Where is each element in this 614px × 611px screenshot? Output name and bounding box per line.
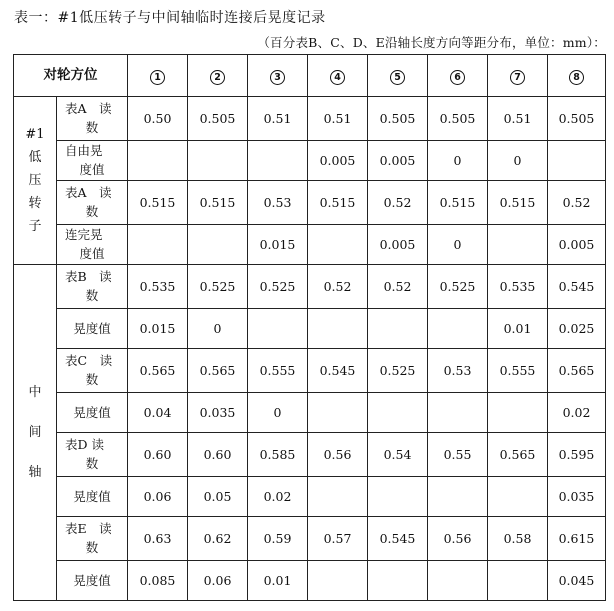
value-cell: 0.515 [308, 181, 368, 225]
position-header [428, 55, 488, 97]
group-label-char: 转 [28, 196, 42, 211]
row-label-line2: 数 [85, 371, 99, 387]
value-cell: 0.535 [488, 265, 548, 309]
value-cell: 0.005 [368, 225, 428, 265]
value-cell: 0.525 [368, 349, 428, 393]
value-cell [488, 393, 548, 433]
value-cell: 0.525 [248, 265, 308, 309]
value-cell: 0.535 [128, 265, 188, 309]
value-cell: 0.52 [308, 265, 368, 309]
value-cell: 0.06 [128, 477, 188, 517]
value-cell: 0.52 [548, 181, 606, 225]
table-row [14, 517, 606, 561]
runout-table [13, 54, 606, 601]
value-cell [368, 561, 428, 601]
position-header [308, 55, 368, 97]
value-cell: 0.555 [488, 349, 548, 393]
row-label-line1: 表D 读 [65, 436, 104, 452]
value-cell [128, 141, 188, 181]
value-cell: 0.51 [248, 97, 308, 141]
value-cell: 0.60 [188, 433, 248, 477]
value-cell: 0.515 [188, 181, 248, 225]
rotor-group-label [14, 97, 57, 265]
table-row [14, 141, 606, 181]
value-cell [428, 561, 488, 601]
value-cell [428, 477, 488, 517]
table-row [14, 561, 606, 601]
position-number: 6 [450, 70, 465, 85]
value-cell: 0.555 [248, 349, 308, 393]
value-cell: 0.595 [548, 433, 606, 477]
value-cell: 0.005 [368, 141, 428, 181]
position-number: 3 [270, 70, 285, 85]
row-label [57, 349, 128, 393]
value-cell: 0.52 [368, 181, 428, 225]
row-label [57, 97, 128, 141]
row-label-line1: 自由晃 [65, 142, 103, 158]
row-label-line2: 度值 [79, 161, 105, 177]
value-cell: 0.51 [308, 97, 368, 141]
value-cell [248, 309, 308, 349]
group-label-char: 间 [28, 424, 42, 440]
position-number: 1 [150, 70, 165, 85]
value-cell: 0.035 [188, 393, 248, 433]
row-label-line1: 表C 读 [65, 352, 113, 368]
row-label [57, 433, 128, 477]
row-label-line2: 数 [85, 455, 99, 471]
value-cell: 0.505 [188, 97, 248, 141]
value-cell: 0.025 [548, 309, 606, 349]
value-cell [488, 561, 548, 601]
row-label [57, 225, 128, 265]
row-label: 晃度值 [57, 477, 128, 517]
row-label [57, 181, 128, 225]
row-label: 晃度值 [57, 561, 128, 601]
value-cell: 0.545 [368, 517, 428, 561]
value-cell [308, 225, 368, 265]
value-cell: 0.525 [428, 265, 488, 309]
value-cell: 0.58 [488, 517, 548, 561]
value-cell: 0.05 [188, 477, 248, 517]
table-title: 表一：#1低压转子与中间轴临时连接后晃度记录 [14, 10, 326, 26]
row-label [57, 141, 128, 181]
row-label-line2: 数 [85, 539, 99, 555]
position-header [188, 55, 248, 97]
value-cell: 0 [488, 141, 548, 181]
value-cell: 0.01 [248, 561, 308, 601]
value-cell: 0.565 [488, 433, 548, 477]
row-label [57, 517, 128, 561]
table-subtitle: （百分表B、C、D、E沿轴长度方向等距分布，单位：mm）： [257, 35, 606, 50]
position-header [128, 55, 188, 97]
value-cell: 0.585 [248, 433, 308, 477]
value-cell: 0.04 [128, 393, 188, 433]
position-header [548, 55, 606, 97]
value-cell: 0.045 [548, 561, 606, 601]
value-cell [128, 225, 188, 265]
value-cell: 0 [188, 309, 248, 349]
value-cell: 0.62 [188, 517, 248, 561]
value-cell [188, 225, 248, 265]
value-cell: 0.515 [488, 181, 548, 225]
position-number: 8 [569, 70, 584, 85]
value-cell [188, 141, 248, 181]
row-label [57, 265, 128, 309]
corner-header: 对轮方位 [14, 55, 128, 97]
row-label-line1: 表E 读 [65, 520, 112, 536]
position-number: 7 [510, 70, 525, 85]
value-cell: 0.505 [368, 97, 428, 141]
row-label-line1: 表A 读 [65, 100, 112, 116]
table-row [14, 349, 606, 393]
value-cell: 0.515 [428, 181, 488, 225]
value-cell: 0.565 [188, 349, 248, 393]
group-label-char: 子 [28, 219, 42, 234]
value-cell: 0.56 [308, 433, 368, 477]
value-cell: 0.565 [128, 349, 188, 393]
value-cell: 0.55 [428, 433, 488, 477]
value-cell: 0.50 [128, 97, 188, 141]
value-cell: 0.015 [248, 225, 308, 265]
table-row [14, 309, 606, 349]
value-cell [308, 477, 368, 517]
value-cell: 0 [248, 393, 308, 433]
value-cell: 0.02 [248, 477, 308, 517]
value-cell: 0.505 [548, 97, 606, 141]
value-cell: 0.015 [128, 309, 188, 349]
group-label-char: 中 [28, 384, 42, 400]
row-label-line2: 数 [85, 287, 99, 303]
table-row [14, 97, 606, 141]
value-cell: 0.525 [188, 265, 248, 309]
value-cell [308, 561, 368, 601]
position-header [488, 55, 548, 97]
table-row [14, 265, 606, 309]
value-cell [488, 477, 548, 517]
value-cell: 0.02 [548, 393, 606, 433]
value-cell: 0.53 [428, 349, 488, 393]
value-cell: 0.01 [488, 309, 548, 349]
value-cell: 0.57 [308, 517, 368, 561]
table-row [14, 433, 606, 477]
group-label-char: 压 [28, 173, 42, 188]
value-cell: 0.615 [548, 517, 606, 561]
value-cell [368, 477, 428, 517]
value-cell [368, 393, 428, 433]
value-cell: 0.51 [488, 97, 548, 141]
group-label-char: 低 [28, 150, 42, 165]
value-cell: 0.505 [428, 97, 488, 141]
row-label-line1: 表A 读 [65, 184, 112, 200]
group-label-char: #1 [25, 127, 45, 142]
row-label-line1: 连完晃 [65, 226, 103, 242]
table-row [14, 225, 606, 265]
value-cell: 0.56 [428, 517, 488, 561]
row-label-line2: 度值 [79, 245, 105, 261]
group-label-char: 轴 [28, 464, 42, 480]
value-cell: 0.565 [548, 349, 606, 393]
value-cell: 0.035 [548, 477, 606, 517]
value-cell: 0.59 [248, 517, 308, 561]
header-row [14, 55, 606, 97]
value-cell [488, 225, 548, 265]
row-label-line1: 表B 读 [65, 268, 112, 284]
value-cell: 0.515 [128, 181, 188, 225]
value-cell: 0.63 [128, 517, 188, 561]
value-cell: 0.545 [548, 265, 606, 309]
row-label-line2: 数 [85, 119, 99, 135]
value-cell: 0.52 [368, 265, 428, 309]
value-cell: 0 [428, 225, 488, 265]
position-header [368, 55, 428, 97]
value-cell [428, 393, 488, 433]
table-row [14, 181, 606, 225]
value-cell: 0.005 [548, 225, 606, 265]
row-label: 晃度值 [57, 393, 128, 433]
row-label: 晃度值 [57, 309, 128, 349]
value-cell: 0.60 [128, 433, 188, 477]
value-cell: 0.54 [368, 433, 428, 477]
position-number: 2 [210, 70, 225, 85]
value-cell: 0.53 [248, 181, 308, 225]
value-cell: 0.06 [188, 561, 248, 601]
value-cell: 0 [428, 141, 488, 181]
row-label-line2: 数 [85, 203, 99, 219]
value-cell [548, 141, 606, 181]
table-row [14, 477, 606, 517]
value-cell [308, 309, 368, 349]
position-header [248, 55, 308, 97]
value-cell [248, 141, 308, 181]
value-cell: 0.085 [128, 561, 188, 601]
position-number: 4 [330, 70, 345, 85]
value-cell [308, 393, 368, 433]
value-cell: 0.005 [308, 141, 368, 181]
value-cell [428, 309, 488, 349]
table-row [14, 393, 606, 433]
shaft-group-label [14, 265, 57, 601]
value-cell [368, 309, 428, 349]
position-number: 5 [390, 70, 405, 85]
value-cell: 0.545 [308, 349, 368, 393]
